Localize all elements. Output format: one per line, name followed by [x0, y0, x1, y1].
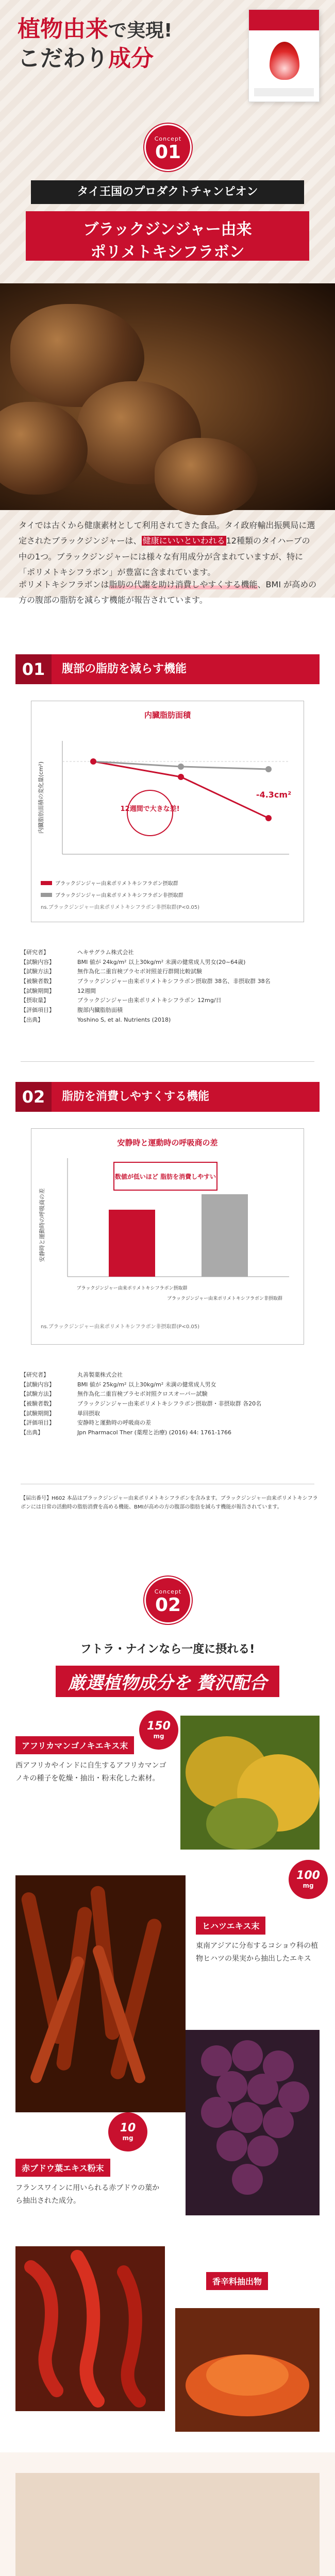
ingredient-main-headline: 厳選植物成分を 贅沢配合	[56, 1666, 279, 1697]
spec-row: 【試験期間】 単回摂取	[21, 1410, 100, 1417]
ingredient-preheadline: フトラ・ナインなら一度に摂れる!	[80, 1643, 255, 1656]
hero-section	[0, 0, 335, 598]
spec-row: 【評価項目】 腹部内臓脂肪面積	[21, 1007, 123, 1014]
hero-description: タイでは古くから健康素材として利用されてきた食品。タイ政府輸出振興局に選定されたブラックジンジャーは、 健康にいいといわれる 12種類のタイハーブの中の1つ。ブラックジンジャーには様々な有用成分が含まれていますが、特に「ポリメトキシフラボン」が豊富に含まれています。	[19, 520, 315, 578]
ingredient-label: ヒハツエキス末	[196, 1917, 265, 1935]
x-tick-intake: ブラックジンジャー由来ポリメトキシフラボン摂取群	[76, 1286, 188, 1291]
spec-row: 【摂取量】 ブラックジンジャー由来ポリメトキシフラボン 12mg/日	[21, 997, 222, 1004]
ingredient-headline	[21, 1638, 314, 1699]
annotation-circle	[127, 790, 173, 836]
respiratory-quotient-chart-svg	[31, 1148, 304, 1318]
spec-row: 【研究者】 ヘキサグラム株式会社	[21, 949, 134, 956]
chart-title: 安静時と運動時の呼吸商の差	[117, 1138, 218, 1147]
ingredient-label: 香辛料抽出物	[206, 2272, 268, 2290]
spec-row: 【出典】 Yoshino S, et al. Nutrients (2018)	[21, 1016, 171, 1023]
bar-intake	[109, 1210, 155, 1277]
chart-title: 内臓脂肪面積	[144, 710, 191, 720]
x-tick-control: ブラックジンジャー由来ポリメトキシフラボン非摂取群	[167, 1296, 282, 1301]
concept-number: 01	[155, 142, 181, 163]
spec-row: 【出典】 Jpn Pharmacol Ther (薬理と治療) (2016) 44: 1761-1766	[21, 1429, 231, 1436]
ingredient-card-pepper	[196, 1917, 320, 1965]
bar-control	[202, 1194, 248, 1277]
amount-badge-mango: 150 mg	[139, 1710, 178, 1750]
section-divider	[21, 1061, 314, 1062]
hero-description-2: ポリメトキシフラボンは脂肪の代謝を助け消費しやすくする機能、BMI が高めの方の腹部の脂肪を減らす機能が報告されています。	[19, 580, 317, 605]
chart-ylabel: 内臓脂肪面積の変化量(cm²)	[38, 761, 44, 834]
ingredient-card-grape	[15, 2159, 160, 2208]
spec-row: 【試験方法】 無作為化二重盲検プラセボ対照クロスオーバー試験	[21, 1391, 208, 1398]
section-02-number: 02	[15, 1082, 52, 1112]
ingredient-desc: 東南アジアに分布するコショウ科の植物ヒハツの果実から抽出したエキス	[196, 1942, 319, 1963]
chart-ylabel: 安静時と運動時の呼吸商の差	[39, 1188, 45, 1262]
series-intake-line	[93, 761, 269, 818]
section-01-number: 01	[15, 654, 52, 684]
concept-badge-01	[144, 124, 192, 171]
visceral-fat-chart-svg	[31, 720, 304, 875]
vertical-tagline	[0, 289, 314, 469]
section-01-header	[15, 654, 320, 684]
visceral-fat-chart	[31, 701, 304, 922]
hero-title	[18, 14, 172, 73]
spec-row: 【試験内容】 BMI 値が 25kg/m² 以上30kg/m² 未満の健常成人男女	[21, 1381, 216, 1388]
spice-photo-powder	[175, 2308, 320, 2432]
ribbon-line2: ポリメトキシフラボン	[90, 243, 245, 261]
desc-underline: 脂肪の代謝を助け消費しやすくする機能	[109, 580, 258, 589]
section-02-title: 脂肪を消費しやすくする機能	[62, 1090, 210, 1103]
study-spec-02	[21, 1370, 320, 1438]
ingredient-card-spice	[206, 2272, 320, 2290]
chart-note: ns.ブラックジンジャー由来ポリメトキシフラボン非摂取群(P<0.05)	[41, 905, 200, 910]
desc-highlight: 健康にいいといわれる	[142, 536, 225, 546]
legend-control: ブラックジンジャー由来ポリメトキシフラボン非摂取群	[31, 889, 304, 901]
spec-row: 【被験者数】 ブラックジンジャー由来ポリメトキシフラボン摂取群・非摂取群 各20名	[21, 1400, 262, 1408]
ingredient-label: アフリカマンゴノキエキス末	[15, 1736, 134, 1754]
section-01-title: 腹部の脂肪を減らす機能	[62, 663, 187, 675]
spec-row: 【試験期間】 12週間	[21, 987, 96, 994]
ingredient-label: 赤ブドウ葉エキス粉末	[15, 2159, 110, 2177]
hero-title-suffix: で実現!	[108, 20, 173, 41]
spec-row: 【試験内容】 BMI 値が 24kg/m² 以上30kg/m² 未満の健常成人男女(20~64歳)	[21, 958, 246, 965]
amount-badge-grape: 10 mg	[108, 2112, 147, 2151]
flame-logo-icon	[270, 42, 299, 80]
mango-photo	[180, 1716, 320, 1850]
hero-title-highlight: 植物由来	[18, 16, 108, 42]
long-pepper-photo	[15, 1875, 186, 2112]
legend-intake: ブラックジンジャー由来ポリメトキシフラボン摂取群	[31, 877, 304, 889]
point-control-1	[178, 764, 184, 770]
spec-row: 【評価項目】 安静時と運動時の呼吸商の差	[21, 1419, 151, 1427]
point-control-2	[265, 766, 272, 772]
study-spec-01	[21, 948, 320, 1025]
spec-row: 【試験方法】 無作為化二重盲検プラセボ対照並行群間比較試験	[21, 968, 202, 975]
product-champion-heading: タイ王国のプロダクトチャンピオン	[31, 180, 304, 204]
concept-label: Concept	[154, 1588, 182, 1595]
notification-footnote: 【届出番号】H602 本品はブラックジンジャー由来ポリメトキシフラボンを含みます。ブラックジンジャー由来ポリメトキシフラボンには日常の活動時の脂肪消費を高める機能、BMIが高めの方の腹部の脂肪を減らす機能が報告されています。	[21, 1496, 318, 1510]
hero-title-line2: こだわり	[18, 45, 108, 72]
ingredient-desc: 西アフリカやインドに自生するアフリカマンゴノキの種子を乾燥・抽出・粉末化した素材。	[15, 1761, 166, 1783]
product-package	[248, 9, 320, 102]
annotation-value: -4.3cm²	[256, 790, 292, 800]
concept-label: Concept	[154, 135, 182, 142]
point-intake-1	[178, 774, 184, 780]
annotation-weeks: 12週間で大きな差!	[120, 805, 180, 813]
concept-number: 02	[155, 1595, 181, 1616]
amount-badge-pepper: 100 mg	[289, 1860, 328, 1899]
respiratory-quotient-chart	[31, 1128, 304, 1345]
chart-note: ns.ブラックジンジャー由来ポリメトキシフラボン非摂取群(P<0.05)	[41, 1324, 200, 1330]
section-02-header	[15, 1082, 320, 1112]
chart-callout-text: 数値が低いほど 脂肪を消費しやすい	[114, 1173, 216, 1180]
point-intake-2	[265, 815, 272, 821]
ribbon-line1: ブラックジンジャー由来	[83, 221, 252, 239]
spec-row: 【被験者数】 ブラックジンジャー由来ポリメトキシフラボン摂取群 38名、非摂取群 38名	[21, 978, 271, 985]
ingredients-collage	[0, 2452, 335, 2576]
ingredient-desc: フランスワインに用いられる赤ブドウの葉から抽出された成分。	[15, 2184, 160, 2206]
spice-photo-chili	[15, 2246, 165, 2411]
concept-badge-02	[144, 1577, 192, 1624]
grape-photo	[186, 2030, 320, 2215]
ingredient-ribbon	[26, 211, 309, 261]
point-intake-0	[90, 758, 96, 765]
spec-row: 【研究者】 丸善製薬株式会社	[21, 1371, 123, 1378]
hero-title-red: 成分	[108, 45, 154, 72]
